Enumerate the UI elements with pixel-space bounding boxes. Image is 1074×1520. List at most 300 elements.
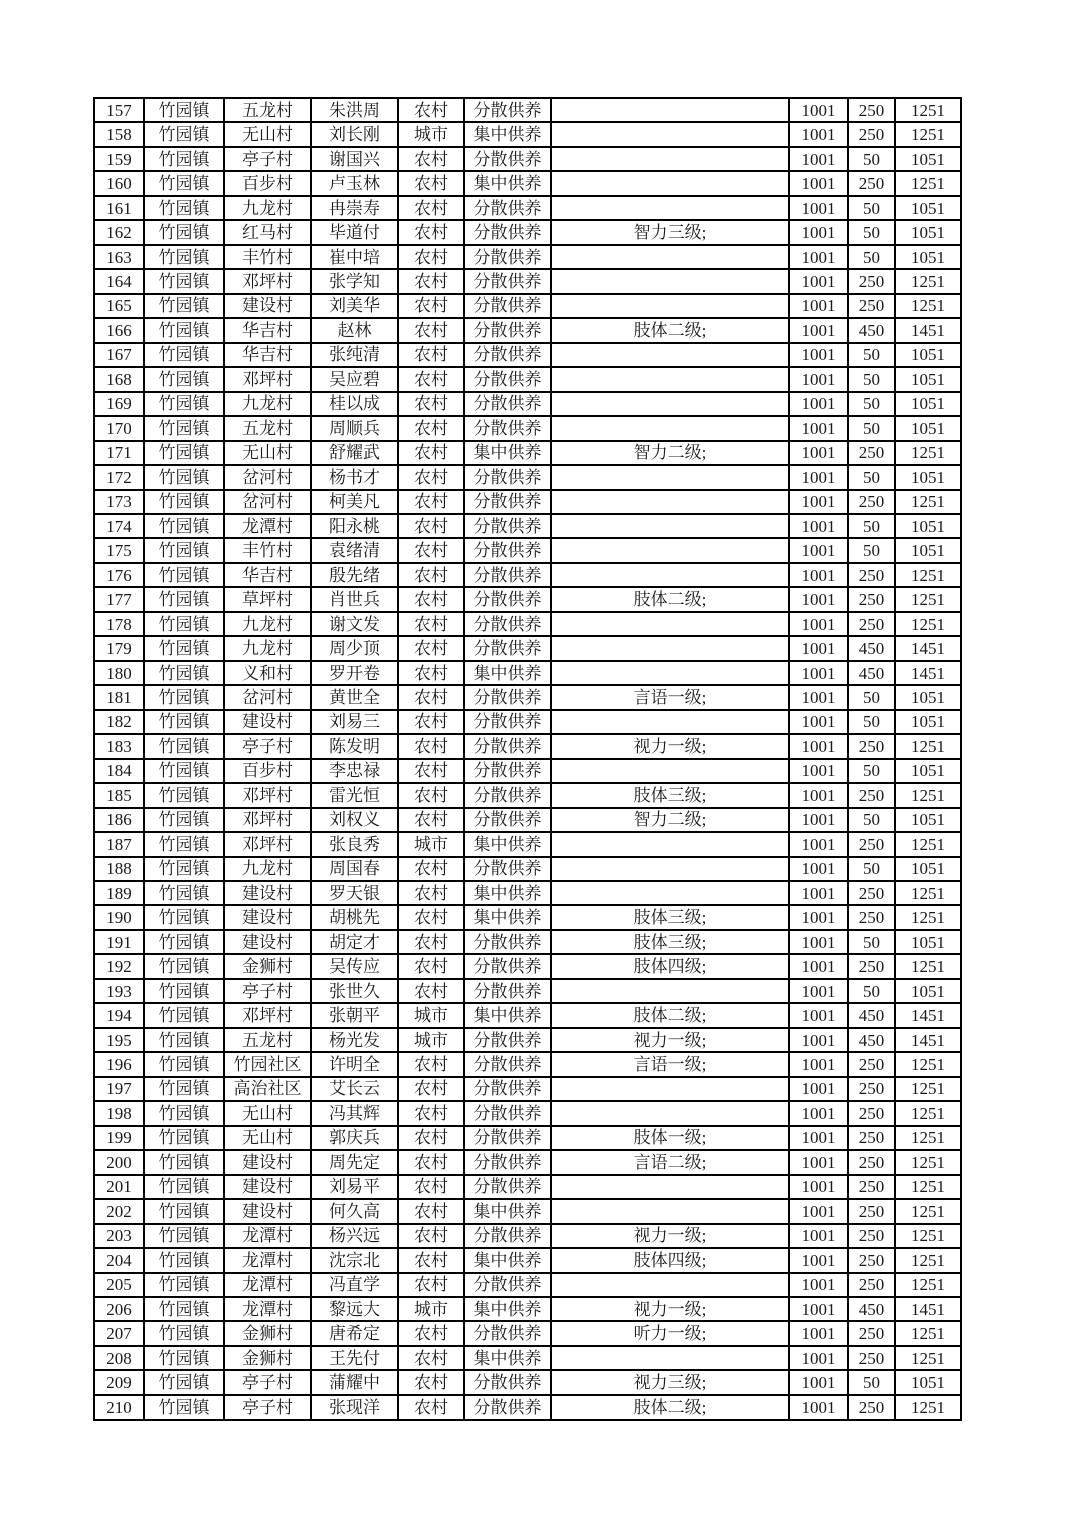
cell-person-name: 罗开卷 [311,661,398,685]
cell-support-type: 集中供养 [464,1199,551,1223]
table-row [94,147,961,171]
cell-person-name: 陈发明 [311,734,398,758]
cell-seq: 194 [94,1003,144,1027]
cell-total-amount: 1051 [895,930,961,954]
cell-support-type: 集中供养 [464,905,551,929]
table-row [94,220,961,244]
cell-town: 竹园镇 [144,954,224,978]
cell-person-name: 黎远大 [311,1297,398,1321]
cell-town: 竹园镇 [144,1101,224,1125]
cell-residence-type: 农村 [398,1248,464,1272]
cell-residence-type: 农村 [398,245,464,269]
cell-person-name: 谢国兴 [311,147,398,171]
table-row [94,1248,961,1272]
cell-total-amount: 1051 [895,759,961,783]
cell-town: 竹园镇 [144,147,224,171]
cell-total-amount: 1251 [895,563,961,587]
cell-total-amount: 1251 [895,171,961,195]
cell-residence-type: 农村 [398,710,464,734]
cell-town: 竹园镇 [144,1199,224,1223]
cell-support-type: 分散供养 [464,465,551,489]
cell-base-amount: 1001 [789,1175,848,1199]
cell-residence-type: 农村 [398,612,464,636]
cell-total-amount: 1251 [895,490,961,514]
table-row [94,979,961,1003]
table-row [94,1297,961,1321]
cell-subsidy-amount: 50 [848,343,895,367]
cell-person-name: 杨光发 [311,1028,398,1052]
cell-village: 丰竹村 [224,538,311,562]
cell-support-type: 分散供养 [464,1370,551,1394]
cell-total-amount: 1251 [895,1224,961,1248]
table-row [94,514,961,538]
cell-village: 九龙村 [224,612,311,636]
cell-town: 竹园镇 [144,612,224,636]
cell-base-amount: 1001 [789,979,848,1003]
cell-residence-type: 城市 [398,1297,464,1321]
cell-village: 九龙村 [224,636,311,660]
cell-residence-type: 农村 [398,343,464,367]
cell-seq: 183 [94,734,144,758]
cell-subsidy-amount: 50 [848,710,895,734]
cell-village: 百步村 [224,759,311,783]
cell-seq: 185 [94,783,144,807]
cell-base-amount: 1001 [789,563,848,587]
cell-person-name: 朱洪周 [311,98,398,122]
cell-person-name: 刘权义 [311,808,398,832]
cell-support-type: 集中供养 [464,122,551,146]
cell-base-amount: 1001 [789,587,848,611]
table-row [94,416,961,440]
cell-residence-type: 农村 [398,269,464,293]
cell-base-amount: 1001 [789,196,848,220]
cell-support-type: 分散供养 [464,269,551,293]
cell-person-name: 崔中培 [311,245,398,269]
cell-support-type: 分散供养 [464,734,551,758]
cell-person-name: 袁绪清 [311,538,398,562]
cell-total-amount: 1251 [895,1077,961,1101]
cell-person-name: 刘易平 [311,1175,398,1199]
table-row [94,1321,961,1345]
cell-support-type: 分散供养 [464,514,551,538]
cell-seq: 165 [94,294,144,318]
table-row [94,1028,961,1052]
cell-seq: 180 [94,661,144,685]
cell-town: 竹园镇 [144,832,224,856]
cell-disability-grade: 肢体二级; [551,1003,789,1027]
cell-support-type: 分散供养 [464,1273,551,1297]
cell-base-amount: 1001 [789,954,848,978]
cell-residence-type: 农村 [398,1077,464,1101]
cell-person-name: 唐希定 [311,1321,398,1345]
cell-support-type: 分散供养 [464,392,551,416]
cell-village: 岔河村 [224,465,311,489]
cell-village: 龙潭村 [224,1248,311,1272]
cell-village: 红马村 [224,220,311,244]
cell-residence-type: 农村 [398,808,464,832]
cell-disability-grade [551,490,789,514]
cell-disability-grade: 肢体三级; [551,783,789,807]
cell-residence-type: 农村 [398,930,464,954]
cell-disability-grade [551,759,789,783]
cell-support-type: 分散供养 [464,612,551,636]
table-row [94,1370,961,1394]
cell-town: 竹园镇 [144,171,224,195]
cell-disability-grade: 肢体二级; [551,318,789,342]
cell-subsidy-amount: 450 [848,318,895,342]
cell-subsidy-amount: 250 [848,294,895,318]
cell-total-amount: 1051 [895,196,961,220]
cell-base-amount: 1001 [789,832,848,856]
cell-seq: 182 [94,710,144,734]
cell-disability-grade [551,196,789,220]
cell-residence-type: 农村 [398,685,464,709]
cell-base-amount: 1001 [789,636,848,660]
cell-seq: 159 [94,147,144,171]
cell-person-name: 张朝平 [311,1003,398,1027]
cell-total-amount: 1051 [895,465,961,489]
cell-total-amount: 1251 [895,1052,961,1076]
cell-village: 无山村 [224,1101,311,1125]
cell-disability-grade: 听力一级; [551,1321,789,1345]
cell-village: 义和村 [224,661,311,685]
cell-town: 竹园镇 [144,759,224,783]
cell-residence-type: 城市 [398,122,464,146]
cell-seq: 164 [94,269,144,293]
cell-residence-type: 农村 [398,759,464,783]
cell-subsidy-amount: 50 [848,196,895,220]
cell-person-name: 肖世兵 [311,587,398,611]
cell-person-name: 殷先绪 [311,563,398,587]
cell-subsidy-amount: 250 [848,1346,895,1370]
cell-person-name: 卢玉林 [311,171,398,195]
cell-residence-type: 农村 [398,1199,464,1223]
cell-support-type: 集中供养 [464,661,551,685]
cell-subsidy-amount: 250 [848,881,895,905]
cell-disability-grade [551,710,789,734]
cell-disability-grade: 视力一级; [551,1297,789,1321]
cell-town: 竹园镇 [144,1052,224,1076]
cell-seq: 181 [94,685,144,709]
cell-seq: 168 [94,367,144,391]
cell-town: 竹园镇 [144,685,224,709]
cell-disability-grade [551,122,789,146]
cell-village: 邓坪村 [224,808,311,832]
cell-base-amount: 1001 [789,98,848,122]
cell-seq: 202 [94,1199,144,1223]
cell-subsidy-amount: 450 [848,661,895,685]
cell-seq: 189 [94,881,144,905]
cell-seq: 167 [94,343,144,367]
cell-village: 五龙村 [224,98,311,122]
table-row [94,734,961,758]
cell-town: 竹园镇 [144,514,224,538]
table-row [94,245,961,269]
cell-total-amount: 1251 [895,1321,961,1345]
cell-subsidy-amount: 250 [848,954,895,978]
cell-subsidy-amount: 450 [848,1297,895,1321]
cell-subsidy-amount: 250 [848,1150,895,1174]
cell-subsidy-amount: 50 [848,685,895,709]
cell-village: 邓坪村 [224,783,311,807]
cell-total-amount: 1251 [895,269,961,293]
table-row [94,710,961,734]
cell-base-amount: 1001 [789,881,848,905]
welfare-roster-table [93,97,962,1421]
cell-total-amount: 1051 [895,808,961,832]
cell-town: 竹园镇 [144,294,224,318]
cell-person-name: 杨书才 [311,465,398,489]
cell-village: 邓坪村 [224,367,311,391]
table-row [94,587,961,611]
cell-village: 建设村 [224,710,311,734]
cell-support-type: 分散供养 [464,979,551,1003]
cell-person-name: 郭庆兵 [311,1126,398,1150]
cell-support-type: 分散供养 [464,930,551,954]
cell-base-amount: 1001 [789,759,848,783]
cell-base-amount: 1001 [789,245,848,269]
cell-residence-type: 农村 [398,1052,464,1076]
cell-residence-type: 农村 [398,587,464,611]
cell-disability-grade [551,881,789,905]
cell-disability-grade [551,514,789,538]
cell-support-type: 分散供养 [464,1150,551,1174]
cell-disability-grade [551,1346,789,1370]
cell-village: 华吉村 [224,318,311,342]
cell-subsidy-amount: 50 [848,808,895,832]
cell-support-type: 分散供养 [464,1028,551,1052]
cell-disability-grade: 智力二级; [551,808,789,832]
cell-town: 竹园镇 [144,1273,224,1297]
cell-town: 竹园镇 [144,1150,224,1174]
cell-support-type: 集中供养 [464,171,551,195]
cell-total-amount: 1051 [895,979,961,1003]
cell-subsidy-amount: 450 [848,1003,895,1027]
cell-subsidy-amount: 50 [848,759,895,783]
cell-disability-grade [551,98,789,122]
cell-residence-type: 农村 [398,294,464,318]
cell-support-type: 分散供养 [464,196,551,220]
cell-residence-type: 农村 [398,1370,464,1394]
table-row [94,490,961,514]
cell-residence-type: 农村 [398,661,464,685]
table-row [94,465,961,489]
cell-subsidy-amount: 250 [848,1321,895,1345]
cell-seq: 191 [94,930,144,954]
table-row [94,1150,961,1174]
cell-town: 竹园镇 [144,269,224,293]
cell-town: 竹园镇 [144,1077,224,1101]
cell-residence-type: 农村 [398,1346,464,1370]
cell-seq: 206 [94,1297,144,1321]
cell-town: 竹园镇 [144,1175,224,1199]
cell-support-type: 分散供养 [464,1101,551,1125]
cell-town: 竹园镇 [144,465,224,489]
cell-disability-grade [551,1175,789,1199]
cell-support-type: 分散供养 [464,538,551,562]
cell-subsidy-amount: 50 [848,392,895,416]
cell-seq: 175 [94,538,144,562]
cell-base-amount: 1001 [789,465,848,489]
cell-support-type: 分散供养 [464,857,551,881]
cell-seq: 210 [94,1395,144,1420]
cell-person-name: 赵林 [311,318,398,342]
cell-total-amount: 1251 [895,1346,961,1370]
cell-subsidy-amount: 50 [848,979,895,1003]
cell-village: 高治社区 [224,1077,311,1101]
cell-total-amount: 1051 [895,367,961,391]
cell-person-name: 张现洋 [311,1395,398,1420]
cell-subsidy-amount: 250 [848,1052,895,1076]
cell-total-amount: 1051 [895,685,961,709]
cell-person-name: 张世久 [311,979,398,1003]
cell-person-name: 胡定才 [311,930,398,954]
table-row [94,1003,961,1027]
cell-seq: 197 [94,1077,144,1101]
cell-residence-type: 农村 [398,465,464,489]
cell-subsidy-amount: 250 [848,1199,895,1223]
cell-support-type: 分散供养 [464,1224,551,1248]
cell-person-name: 张良秀 [311,832,398,856]
cell-town: 竹园镇 [144,441,224,465]
cell-support-type: 分散供养 [464,710,551,734]
cell-support-type: 分散供养 [464,1321,551,1345]
cell-village: 龙潭村 [224,1297,311,1321]
cell-disability-grade [551,661,789,685]
cell-residence-type: 农村 [398,881,464,905]
cell-village: 金狮村 [224,954,311,978]
cell-person-name: 阳永桃 [311,514,398,538]
cell-village: 龙潭村 [224,1273,311,1297]
table-row [94,808,961,832]
cell-support-type: 集中供养 [464,1248,551,1272]
table-row [94,1273,961,1297]
cell-village: 建设村 [224,930,311,954]
cell-person-name: 吴应碧 [311,367,398,391]
cell-subsidy-amount: 250 [848,612,895,636]
cell-support-type: 分散供养 [464,245,551,269]
cell-residence-type: 农村 [398,1101,464,1125]
table-row [94,98,961,122]
table-row [94,1175,961,1199]
table-row [94,1395,961,1420]
cell-town: 竹园镇 [144,392,224,416]
cell-person-name: 艾长云 [311,1077,398,1101]
cell-residence-type: 农村 [398,220,464,244]
cell-total-amount: 1251 [895,1126,961,1150]
cell-support-type: 分散供养 [464,98,551,122]
cell-village: 无山村 [224,1126,311,1150]
cell-seq: 160 [94,171,144,195]
cell-seq: 196 [94,1052,144,1076]
cell-village: 亭子村 [224,1395,311,1420]
cell-base-amount: 1001 [789,661,848,685]
cell-disability-grade: 肢体四级; [551,1248,789,1272]
cell-subsidy-amount: 250 [848,587,895,611]
cell-disability-grade [551,538,789,562]
cell-base-amount: 1001 [789,1150,848,1174]
cell-village: 岔河村 [224,685,311,709]
cell-village: 龙潭村 [224,1224,311,1248]
cell-person-name: 周国春 [311,857,398,881]
cell-base-amount: 1001 [789,367,848,391]
table-row [94,563,961,587]
cell-seq: 192 [94,954,144,978]
cell-residence-type: 农村 [398,1126,464,1150]
cell-subsidy-amount: 250 [848,1101,895,1125]
cell-town: 竹园镇 [144,636,224,660]
cell-disability-grade: 肢体二级; [551,587,789,611]
cell-village: 亭子村 [224,979,311,1003]
cell-total-amount: 1251 [895,734,961,758]
cell-total-amount: 1251 [895,783,961,807]
cell-support-type: 分散供养 [464,685,551,709]
cell-town: 竹园镇 [144,98,224,122]
cell-disability-grade [551,147,789,171]
cell-support-type: 分散供养 [464,220,551,244]
table-row [94,318,961,342]
cell-seq: 205 [94,1273,144,1297]
table-row [94,1126,961,1150]
cell-subsidy-amount: 50 [848,245,895,269]
table-row [94,122,961,146]
cell-town: 竹园镇 [144,245,224,269]
cell-residence-type: 农村 [398,147,464,171]
cell-town: 竹园镇 [144,808,224,832]
cell-support-type: 分散供养 [464,490,551,514]
cell-support-type: 分散供养 [464,343,551,367]
cell-person-name: 蒲耀中 [311,1370,398,1394]
cell-support-type: 分散供养 [464,1175,551,1199]
cell-seq: 173 [94,490,144,514]
cell-village: 亭子村 [224,147,311,171]
cell-disability-grade [551,245,789,269]
cell-total-amount: 1251 [895,905,961,929]
cell-village: 五龙村 [224,1028,311,1052]
cell-village: 无山村 [224,122,311,146]
cell-person-name: 冯直学 [311,1273,398,1297]
cell-base-amount: 1001 [789,122,848,146]
cell-base-amount: 1001 [789,1297,848,1321]
cell-person-name: 胡桃先 [311,905,398,929]
cell-village: 百步村 [224,171,311,195]
cell-residence-type: 农村 [398,1395,464,1420]
cell-base-amount: 1001 [789,1224,848,1248]
cell-village: 邓坪村 [224,269,311,293]
cell-seq: 186 [94,808,144,832]
cell-disability-grade [551,857,789,881]
cell-support-type: 集中供养 [464,441,551,465]
cell-town: 竹园镇 [144,710,224,734]
cell-disability-grade: 肢体二级; [551,1395,789,1420]
cell-seq: 169 [94,392,144,416]
table-row [94,905,961,929]
cell-subsidy-amount: 250 [848,441,895,465]
cell-person-name: 冉崇寿 [311,196,398,220]
cell-total-amount: 1451 [895,1003,961,1027]
cell-support-type: 集中供养 [464,1003,551,1027]
cell-person-name: 柯美凡 [311,490,398,514]
cell-subsidy-amount: 250 [848,1126,895,1150]
cell-base-amount: 1001 [789,1199,848,1223]
cell-person-name: 沈宗北 [311,1248,398,1272]
cell-subsidy-amount: 250 [848,490,895,514]
cell-village: 建设村 [224,881,311,905]
cell-disability-grade [551,1273,789,1297]
cell-total-amount: 1051 [895,343,961,367]
cell-subsidy-amount: 250 [848,563,895,587]
cell-seq: 170 [94,416,144,440]
